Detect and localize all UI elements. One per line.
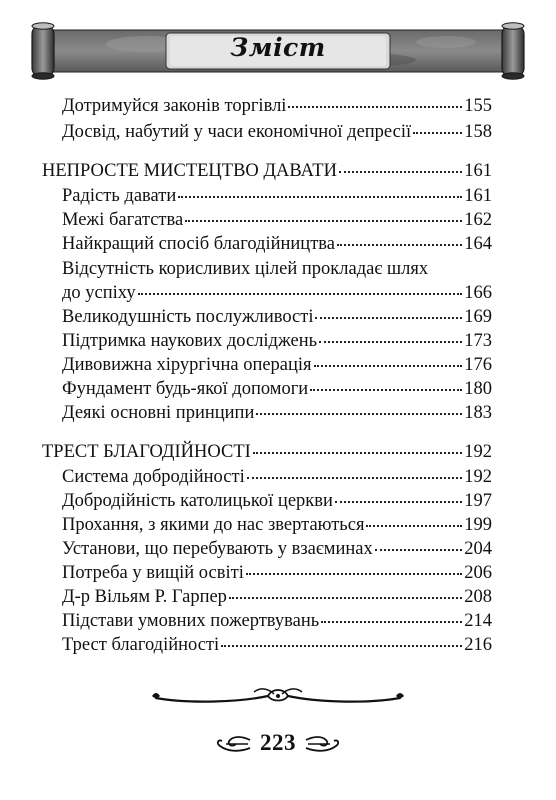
- toc-entry-page: 173: [464, 331, 492, 351]
- toc-entry-title: Радість давати: [62, 186, 177, 206]
- toc-entry: [62, 354, 492, 376]
- toc-entry-page: 197: [464, 491, 492, 511]
- toc-entry: [62, 378, 492, 400]
- toc-entry-page: 183: [464, 403, 492, 423]
- toc-entry: [62, 121, 492, 143]
- toc-section-title: ТРЕСТ БЛАГОДІЙНОСТІ: [42, 442, 251, 462]
- toc-entry-title: Система добродійності: [62, 467, 245, 487]
- dot-leader: [315, 317, 462, 319]
- toc-entry-title: Дивовижна хірургічна операція: [62, 355, 312, 375]
- toc-entry-page: 204: [464, 539, 492, 559]
- dot-leader: [138, 293, 463, 295]
- toc-entry: [62, 330, 492, 352]
- toc-section-heading: [42, 160, 492, 182]
- toc-section-page: 161: [464, 161, 492, 181]
- toc-entry-page: 155: [464, 96, 492, 116]
- toc-entry: [62, 514, 492, 536]
- page-title: Зміст: [230, 33, 326, 62]
- toc-entry: [62, 538, 492, 560]
- dot-leader: [221, 645, 462, 647]
- toc-entry: [62, 233, 492, 255]
- toc-entry-page: 158: [464, 122, 492, 142]
- dot-leader: [247, 477, 463, 479]
- dot-leader: [337, 244, 462, 246]
- dot-leader: [229, 597, 462, 599]
- dot-leader: [246, 573, 462, 575]
- toc-entry-title: Підтримка наукових досліджень: [62, 331, 318, 351]
- toc-entry-title: Найкращий спосіб благодійництва: [62, 234, 335, 254]
- toc-entry-title: Трест благодійності: [62, 635, 220, 655]
- toc-entry-title: Підстави умовних пожертвувань: [62, 611, 320, 631]
- toc-entry-title-line1: Відсутність корисливих цілей прокладає шлях: [62, 259, 429, 279]
- toc-entry-title: Добродійність католицької церкви: [62, 491, 333, 511]
- page-number: 223: [260, 730, 296, 755]
- toc-entry-page: 176: [464, 355, 492, 375]
- toc-entry-title: Досвід, набутий у часи економічної депресії: [62, 122, 412, 142]
- header-banner: [26, 22, 530, 80]
- dot-leader: [185, 220, 462, 222]
- toc-entry-title: Деякі основні принципи: [62, 403, 255, 423]
- toc-entry: [62, 586, 492, 608]
- page-footer: [0, 730, 556, 760]
- dot-leader: [314, 365, 463, 367]
- toc-entry: [62, 634, 492, 656]
- dot-leader: [413, 132, 462, 134]
- dot-leader: [253, 452, 462, 454]
- toc-section-heading: [42, 441, 492, 463]
- toc-entry-title: Установи, що перебувають у взаєминах: [62, 539, 373, 559]
- right-swirl-icon: [304, 734, 344, 754]
- dot-leader: [256, 413, 462, 415]
- dot-leader: [319, 341, 462, 343]
- toc-entry-page: 164: [464, 234, 492, 254]
- toc-section-page: 192: [464, 442, 492, 462]
- toc-entry-page: 169: [464, 307, 492, 327]
- toc-entry-title: Фундамент будь-якої допомоги: [62, 379, 309, 399]
- toc-entry: [62, 282, 492, 304]
- toc-entry-page: 206: [464, 563, 492, 583]
- dot-leader: [288, 106, 462, 108]
- dot-leader: [178, 196, 462, 198]
- toc-entry-title-line2: до успіху: [62, 283, 136, 303]
- dot-leader: [335, 501, 462, 503]
- toc-entry-page: 208: [464, 587, 492, 607]
- toc-entry: [62, 185, 492, 207]
- toc-entry-title: Великодушність послужливості: [62, 307, 314, 327]
- toc-entry-page: 199: [464, 515, 492, 535]
- toc-entry-title: Потреба у вищій освіті: [62, 563, 244, 583]
- toc-entry: [62, 402, 492, 424]
- toc-entry-title: Прохання, з якими до нас звертаються: [62, 515, 365, 535]
- toc-entry: [62, 490, 492, 512]
- toc-entry-page: 214: [464, 611, 492, 631]
- toc-entry-page: 180: [464, 379, 492, 399]
- toc-entry: [62, 306, 492, 328]
- dot-leader: [339, 171, 462, 173]
- toc-entry: [62, 466, 492, 488]
- toc-entry-page: 162: [464, 210, 492, 230]
- toc-entry: [62, 209, 492, 231]
- dot-leader: [366, 525, 462, 527]
- toc-entry-page: 166: [464, 283, 492, 303]
- flourish-ornament-icon: [150, 684, 406, 708]
- toc-entry-page: 192: [464, 467, 492, 487]
- toc-entry-title: Дотримуйся законів торгівлі: [62, 96, 287, 116]
- toc-entry: [62, 562, 492, 584]
- dot-leader: [321, 621, 462, 623]
- dot-leader: [310, 389, 462, 391]
- toc-entry-page: 161: [464, 186, 492, 206]
- toc-entry-title: Д-р Вільям Р. Гарпер: [62, 587, 227, 607]
- toc-entry: [62, 95, 492, 117]
- toc-entry-page: 216: [464, 635, 492, 655]
- toc-entry: [62, 610, 492, 632]
- toc-section-title: НЕПРОСТЕ МИСТЕЦТВО ДАВАТИ: [42, 161, 337, 181]
- dot-leader: [375, 549, 462, 551]
- toc-entry-title: Межі багатства: [62, 210, 184, 230]
